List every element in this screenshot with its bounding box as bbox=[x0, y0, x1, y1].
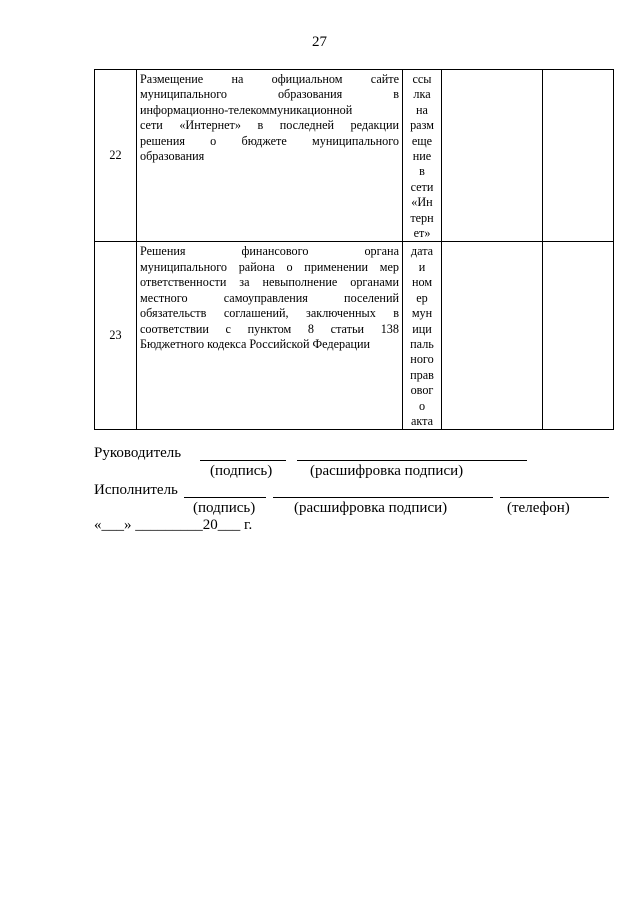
row-description: Решения финансового органа муниципального района о применении мер ответственности за невыполнение органами местного самоуправления поселений обязательств соглашений, заключенных в соответствии с пунктом 8 статьи 138 Бюджетного кодекса Российской Федерации bbox=[137, 242, 403, 430]
head-sign-caption: (подпись) bbox=[210, 463, 273, 479]
executor-sign-caption: (подпись) bbox=[193, 500, 256, 516]
empty-cell bbox=[543, 242, 614, 430]
row-description: Размещение на официальном сайте муниципального образования в информационно-телекоммуникационной сети «Интернет» в последней редакции решения о бюджете муниципального образования bbox=[137, 70, 403, 242]
empty-cell bbox=[543, 70, 614, 242]
executor-phone-caption: (телефон) bbox=[507, 500, 570, 516]
head-name-line bbox=[297, 460, 527, 461]
table-row bbox=[95, 70, 614, 242]
head-name-caption: (расшифровка подписи) bbox=[310, 463, 464, 479]
reporting-table bbox=[94, 69, 614, 430]
row-date-cell: дата и ном ер мун ици паль ного прав овог о акта bbox=[403, 242, 442, 430]
head-label: Руководитель bbox=[94, 445, 182, 461]
row-link-cell: ссы лка на разм еще ние в сети «Ин терн ет» bbox=[403, 70, 442, 242]
table-row bbox=[95, 242, 614, 430]
empty-cell bbox=[442, 242, 543, 430]
empty-cell bbox=[442, 70, 543, 242]
executor-name-line bbox=[273, 497, 493, 498]
row-number: 22 bbox=[95, 70, 137, 242]
executor-phone-line bbox=[500, 497, 609, 498]
date-line: «___» _________20___ г. bbox=[94, 517, 253, 533]
executor-label: Исполнитель bbox=[94, 482, 178, 498]
head-sign-line bbox=[200, 460, 286, 461]
page-number: 27 bbox=[312, 34, 327, 50]
executor-sign-line bbox=[184, 497, 266, 498]
executor-name-caption: (расшифровка подписи) bbox=[294, 500, 448, 516]
row-number: 23 bbox=[95, 242, 137, 430]
